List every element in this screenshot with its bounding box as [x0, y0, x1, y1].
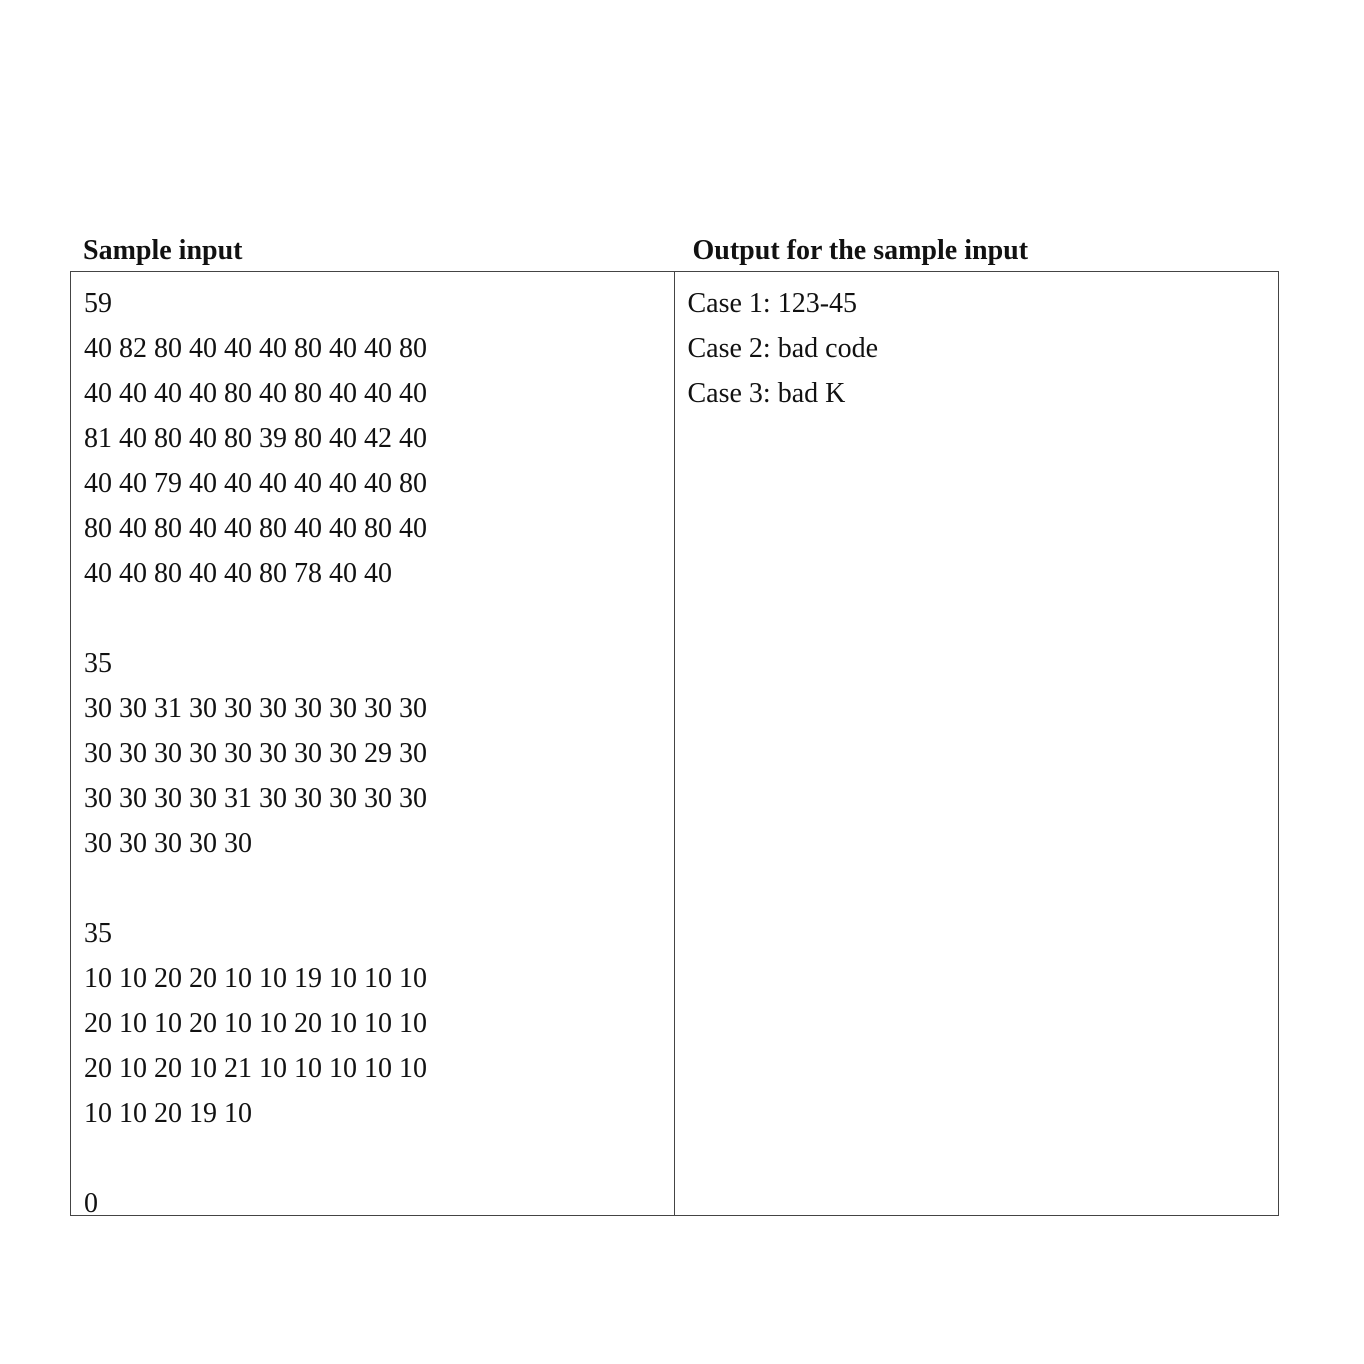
sample-output-cell [675, 272, 1279, 1215]
input-line [84, 866, 674, 911]
input-line: 81 40 80 40 80 39 80 40 42 40 [84, 423, 427, 454]
input-line: 30 30 30 30 30 30 30 30 29 30 [84, 738, 427, 769]
output-line: Case 2: bad code [687, 333, 878, 364]
input-line: 30 30 30 30 31 30 30 30 30 30 [84, 783, 427, 814]
output-line: Case 3: bad K [687, 378, 846, 409]
sample-input-cell [71, 272, 675, 1219]
input-line: 35 [84, 648, 112, 679]
input-line: 40 40 79 40 40 40 40 40 40 80 [84, 468, 427, 499]
input-line: 30 30 30 30 30 [84, 828, 252, 859]
input-line: 10 10 20 19 10 [84, 1098, 252, 1129]
column-headers [70, 230, 1279, 271]
input-line: 59 [84, 288, 112, 319]
input-line: 20 10 20 10 21 10 10 10 10 10 [84, 1053, 427, 1084]
input-line [84, 1136, 674, 1181]
sample-output-heading: Output for the sample input [692, 235, 1029, 266]
input-line [84, 596, 674, 641]
input-line: 0 [84, 1188, 98, 1219]
input-line: 40 40 40 40 80 40 80 40 40 40 [84, 378, 427, 409]
input-line: 80 40 80 40 40 80 40 40 80 40 [84, 513, 427, 544]
input-line: 20 10 10 20 10 10 20 10 10 10 [84, 1008, 427, 1039]
input-line: 35 [84, 918, 112, 949]
output-line: Case 1: 123-45 [687, 288, 858, 319]
input-line: 40 40 80 40 40 80 78 40 40 [84, 558, 392, 589]
sample-io-table [70, 271, 1279, 1219]
input-line: 10 10 20 20 10 10 19 10 10 10 [84, 963, 427, 994]
input-line: 30 30 31 30 30 30 30 30 30 30 [84, 693, 427, 724]
sample-input-heading: Sample input [83, 235, 243, 266]
sample-io-section [70, 230, 1279, 1219]
input-line: 40 82 80 40 40 40 80 40 40 80 [84, 333, 427, 364]
